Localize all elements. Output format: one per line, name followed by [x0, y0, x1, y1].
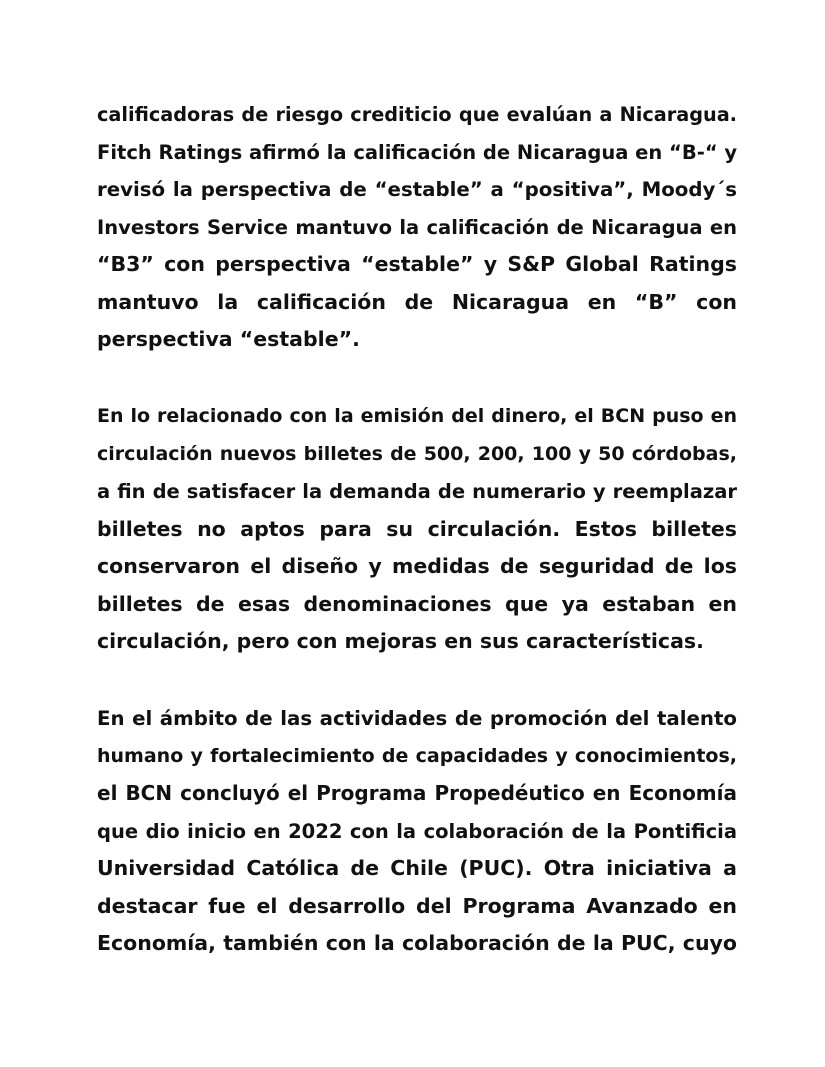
- text-line: el BCN concluyó el Programa Propedéutico en Economía: [97, 781, 737, 805]
- paragraph-credit-ratings: [97, 96, 737, 359]
- text-line: a fin de satisfacer la demanda de numerario y reemplazar: [97, 480, 737, 503]
- text-line: Fitch Ratings afirmó la calificación de Nicaragua en “B-“ y: [97, 140, 737, 164]
- text-line: circulación, pero con mejoras en sus características.: [97, 629, 704, 653]
- text-line: billetes no aptos para su circulación. Estos billetes: [97, 516, 737, 541]
- text-line: destacar fue el desarrollo del Programa Avanzado en: [97, 893, 737, 918]
- text-line: calificadoras de riesgo crediticio que evalúan a Nicaragua.: [97, 103, 737, 126]
- text-line: billetes de esas denominaciones que ya estaban en: [97, 591, 737, 616]
- text-line: Universidad Católica de Chile (PUC). Otra iniciativa a: [97, 856, 737, 880]
- text-line: circulación nuevos billetes de 500, 200, 100 y 50 córdobas,: [97, 442, 737, 465]
- text-line: Economía, también con la colaboración de la PUC, cuyo: [97, 931, 737, 955]
- text-line: revisó la perspectiva de “estable” a “positiva”, Moody´s: [97, 178, 737, 201]
- text-line: En lo relacionado con la emisión del dinero, el BCN puso en: [97, 405, 737, 427]
- text-line: Investors Service mantuvo la calificación de Nicaragua en: [97, 215, 737, 239]
- text-line: mantuvo la calificación de Nicaragua en “B” con: [97, 289, 737, 314]
- text-line: En el ámbito de las actividades de promoción del talento: [97, 707, 737, 730]
- paragraph-currency-issuance: [97, 398, 737, 661]
- text-line: humano y fortalecimiento de capacidades y conocimientos,: [97, 744, 737, 767]
- text-line: “B3” con perspectiva “estable” y S&P Global Ratings: [97, 252, 737, 276]
- text-line: conservaron el diseño y medidas de seguridad de los: [97, 554, 737, 578]
- text-line: perspectiva “estable”.: [97, 327, 360, 351]
- paragraph-talent-programs: [97, 700, 737, 963]
- text-line: que dio inicio en 2022 con la colaboración de la Pontificia: [97, 819, 737, 843]
